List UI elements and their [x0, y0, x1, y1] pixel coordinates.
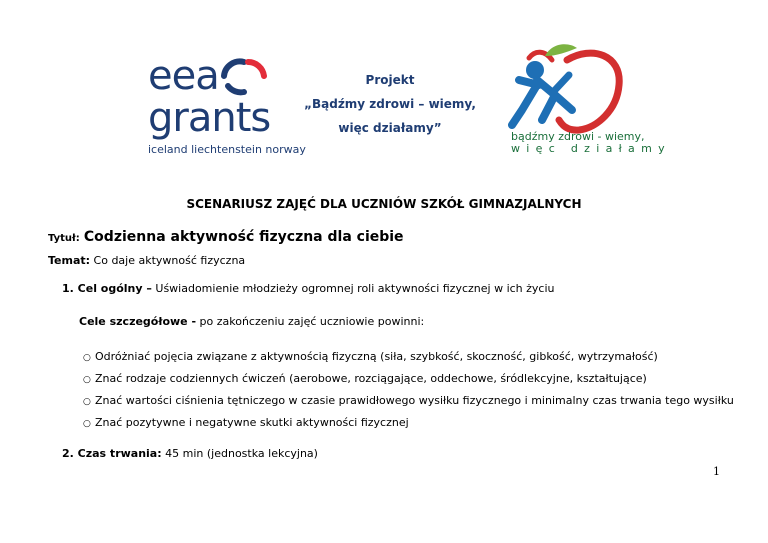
project-title-line2: „Bądźmy zdrowi – wiemy,	[304, 97, 476, 111]
title-label: Tytuł:	[48, 233, 80, 244]
list-item	[83, 350, 658, 363]
list-item	[83, 372, 647, 385]
duration-label: 2. Czas trwania:	[62, 447, 162, 460]
topic-line	[48, 254, 245, 267]
duration-value: 45 min (jednostka lekcyjna)	[165, 447, 318, 460]
specific-goals-heading	[79, 315, 424, 328]
list-item-goal	[62, 282, 555, 295]
partner-logo-figure	[497, 40, 632, 140]
goal-label: 1. Cel ogólny –	[62, 282, 152, 295]
project-title-line1: Projekt	[365, 73, 415, 87]
list-item	[83, 394, 734, 407]
title-value: Codzienna aktywność fizyczna dla ciebie	[83, 229, 404, 245]
specific-goals-label: Cele szczegółowe -	[79, 315, 197, 328]
goal-value: Uświadomienie młodzieży ogromnej roli aktywności fizycznej w ich życiu	[155, 282, 555, 295]
bullet-circle-icon: ○	[83, 419, 91, 429]
bullet-circle-icon: ○	[83, 375, 91, 385]
eea-logo-countries: iceland liechtenstein norway	[148, 143, 306, 156]
specific-goals-value: po zakończeniu zajęć uczniowie powinni:	[199, 315, 425, 328]
project-title	[300, 68, 480, 140]
partner-logo-text-line1: bądźmy zdrowi - wiemy,	[511, 130, 645, 143]
bullet-text: Znać wartości ciśnienia tętniczego w czasie prawidłowego wysiłku fizycznego i minimalny czas trwania tego wysiłku	[95, 394, 734, 407]
page-number: 1	[713, 465, 720, 478]
eea-logo-word-grants: grants	[148, 95, 271, 141]
document-heading: SCENARIUSZ ZAJĘĆ DLA UCZNIÓW SZKÓŁ GIMNAZJALNYCH	[186, 197, 582, 211]
bullet-text: Odróżniać pojęcia związane z aktywnością fizyczną (siła, szybkość, skoczność, gibkość, wytrzymałość)	[95, 350, 658, 363]
title-line	[48, 229, 404, 245]
list-item-duration	[62, 447, 318, 460]
eea-logo-word-eea: eea	[148, 53, 219, 99]
topic-label: Temat:	[48, 254, 91, 267]
bullet-circle-icon: ○	[83, 397, 91, 407]
project-title-line3: więc działamy”	[338, 121, 442, 135]
bullet-circle-icon: ○	[83, 353, 91, 363]
topic-value: Co daje aktywność fizyczna	[93, 254, 246, 267]
bullet-text: Znać pozytywne i negatywne skutki aktywności fizycznej	[95, 416, 409, 429]
partner-logo-text-line2: więc działamy	[511, 142, 671, 155]
eea-logo-mark	[218, 56, 270, 96]
list-item	[83, 416, 409, 429]
bullet-text: Znać rodzaje codziennych ćwiczeń (aerobowe, rozciągające, oddechowe, śródlekcyjne, kształtujące)	[95, 372, 647, 385]
